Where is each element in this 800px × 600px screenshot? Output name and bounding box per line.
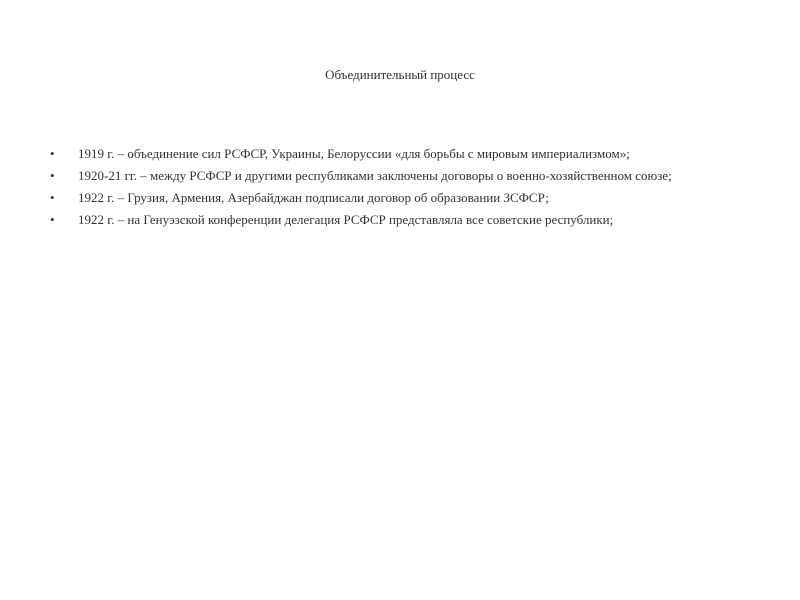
bullet-icon: • xyxy=(50,146,55,161)
bullet-icon: • xyxy=(50,168,55,183)
list-item-text: 1919 г. – объединение сил РСФСР, Украины, Белоруссии «для борьбы с мировым империализмом»; xyxy=(78,146,630,161)
list-item xyxy=(50,189,750,206)
bullet-list xyxy=(50,145,750,233)
list-item xyxy=(50,167,750,184)
list-item-text: 1922 г. – Грузия, Армения, Азербайджан подписали договор об образовании ЗСФСР; xyxy=(78,190,549,205)
bullet-icon: • xyxy=(50,212,55,227)
list-item xyxy=(50,211,750,228)
bullet-icon: • xyxy=(50,190,55,205)
list-item xyxy=(50,145,750,162)
list-item-text: 1922 г. – на Генуэзской конференции делегация РСФСР представляла все советские республики; xyxy=(78,212,614,227)
list-item-text: 1920-21 гг. – между РСФСР и другими республиками заключены договоры о военно-хозяйственном союзе; xyxy=(78,168,672,183)
slide-title: Объединительный процесс xyxy=(325,67,475,82)
